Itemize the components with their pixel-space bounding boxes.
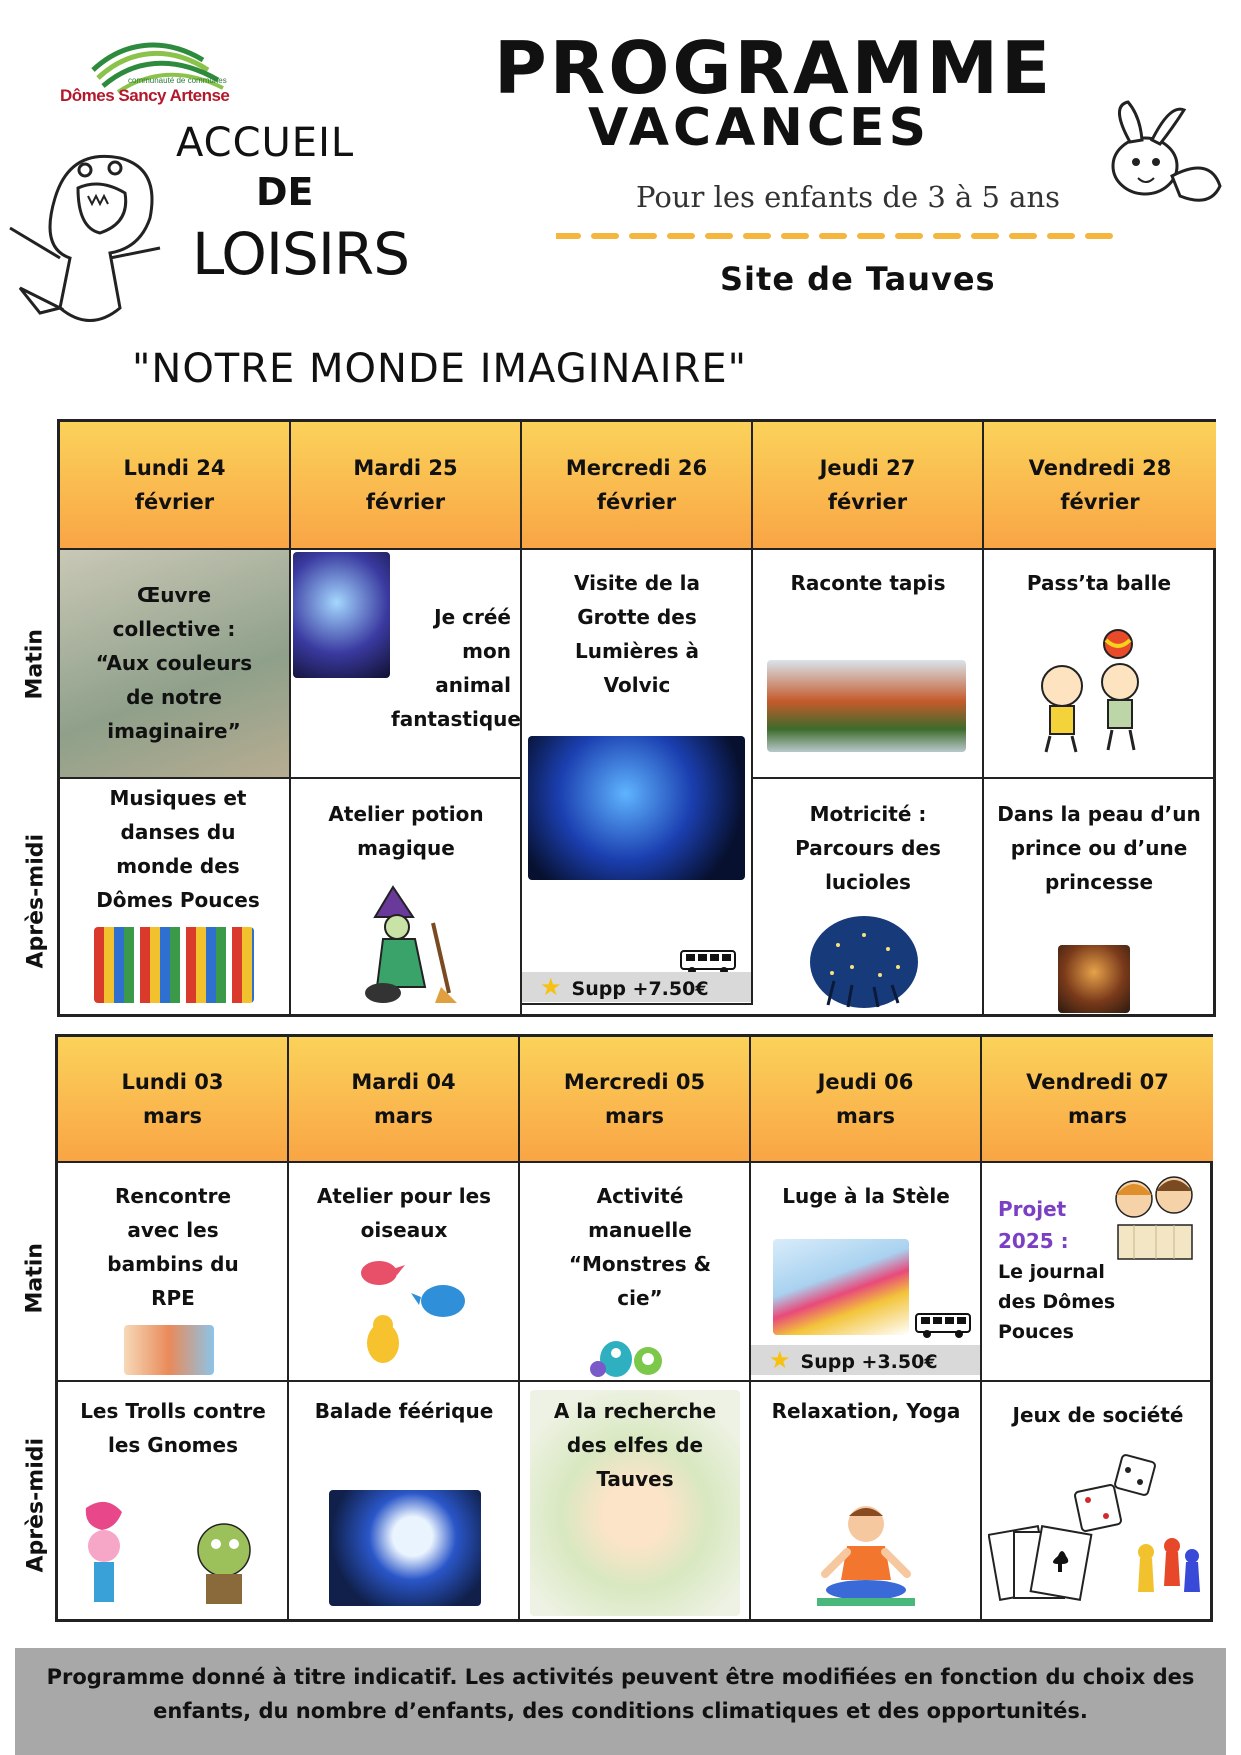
activity-cell: Balade féérique (289, 1382, 520, 1622)
projet-text: Le journal des Dômes Pouces (998, 1261, 1116, 1343)
activity-cell: Luge à la Stèle ★ Supp +3.50€ (751, 1163, 982, 1382)
activity-cell: Musiques et danses du monde des Dômes Pouces (60, 779, 291, 1017)
loisirs-word: LOISIRS (192, 220, 410, 288)
grotte-lumieres-image (528, 736, 745, 880)
story-mat-image (767, 660, 966, 752)
title-vacances: VACANCES (588, 98, 931, 158)
monsters-image (590, 1331, 670, 1379)
day-header: Lundi 03 mars (58, 1037, 289, 1163)
fairy-night-image (329, 1490, 481, 1606)
theme-title: "NOTRE MONDE IMAGINAIRE" (132, 346, 748, 392)
star-icon: ★ (769, 1346, 791, 1374)
activity-cell: Atelier potion magique (291, 779, 522, 1017)
activity-cell: Visite de la Grotte des Lumières à Volvic ★ Supp +7.50€ (522, 550, 753, 1005)
bunny-illustration (1100, 96, 1230, 214)
activity-cell: Je créé mon animal fantastique (291, 550, 522, 779)
dashed-divider (556, 232, 1126, 240)
supplement-badge: ★ Supp +7.50€ (522, 972, 751, 1002)
de-word: DE (256, 170, 314, 214)
day-header: Mardi 25 février (291, 422, 522, 550)
activity-cell: Raconte tapis (753, 550, 984, 779)
fireflies-image (808, 915, 920, 1009)
activity-cell: Atelier pour les oiseaux (289, 1163, 520, 1382)
projet-title: Projet 2025 : (998, 1197, 1069, 1253)
kids-ball-image (1022, 626, 1162, 756)
day-header: Vendredi 07 mars (982, 1037, 1213, 1163)
activity-cell: Motricité : Parcours des lucioles (753, 779, 984, 1017)
board-games-image (988, 1452, 1204, 1602)
activity-cell: Relaxation, Yoga (751, 1382, 982, 1622)
activity-cell: Rencontre avec les bambins du RPE (58, 1163, 289, 1382)
birds-image (349, 1253, 475, 1371)
yoga-child-image (811, 1500, 921, 1610)
witch-potion-image (353, 883, 463, 1007)
activity-cell: Activité manuelle “Monstres & cie” (520, 1163, 751, 1382)
row-label-morning: Matin (22, 1243, 48, 1314)
day-header: Mercredi 26 février (522, 422, 753, 550)
trolls-gnomes-image (66, 1498, 278, 1614)
day-header: Mardi 04 mars (289, 1037, 520, 1163)
day-header: Vendredi 28 février (984, 422, 1216, 550)
logo-caption: communauté de communes (128, 76, 227, 85)
activity-cell: Pass’ta balle (984, 550, 1216, 779)
supplement-badge: ★ Supp +3.50€ (751, 1345, 980, 1375)
day-header: Jeudi 06 mars (751, 1037, 982, 1163)
day-header: Mercredi 05 mars (520, 1037, 751, 1163)
logo-name: Dômes Sancy Artense (60, 86, 230, 105)
dinosaur-illustration (0, 138, 210, 348)
day-header: Jeudi 27 février (753, 422, 984, 550)
activity-cell (982, 1163, 1213, 1382)
accueil-word: ACCUEIL (176, 120, 355, 166)
title-programme: PROGRAMME (494, 26, 1054, 110)
row-label-afternoon: Après-midi (23, 833, 49, 969)
sled-kids-image (773, 1239, 909, 1335)
activity-cell: Œuvre collective : “Aux couleurs de notre imaginaire” (60, 550, 291, 779)
activity-cell: Jeux de société (982, 1382, 1213, 1622)
row-label-afternoon: Après-midi (23, 1437, 49, 1573)
activity-cell: A la recherche des elfes de Tauves (520, 1382, 751, 1622)
row-label-morning: Matin (22, 629, 48, 700)
week2-table (55, 1034, 1213, 1622)
fantasy-creature-image (293, 552, 390, 678)
activity-cell: Les Trolls contre les Gnomes (58, 1382, 289, 1622)
kids-reading-map-image (1104, 1169, 1204, 1265)
site-name: Site de Tauves (720, 260, 996, 298)
week1-table (57, 419, 1216, 1017)
world-dancers-image (94, 927, 254, 1003)
disclaimer-footer: Programme donné à titre indicatif. Les activités peuvent être modifiées en fonction du choix des enfants, du nombre d’enfants, des conditions climatiques et des opportunités. (15, 1648, 1226, 1755)
age-subtitle: Pour les enfants de 3 à 5 ans (636, 180, 1061, 214)
activity-cell: Dans la peau d’un prince ou d’une princesse (984, 779, 1216, 1017)
star-icon: ★ (540, 973, 562, 1001)
prince-princess-image (1058, 945, 1130, 1013)
bus-icon (915, 1313, 971, 1339)
rpe-kids-image (124, 1325, 214, 1375)
day-header: Lundi 24 février (60, 422, 291, 550)
